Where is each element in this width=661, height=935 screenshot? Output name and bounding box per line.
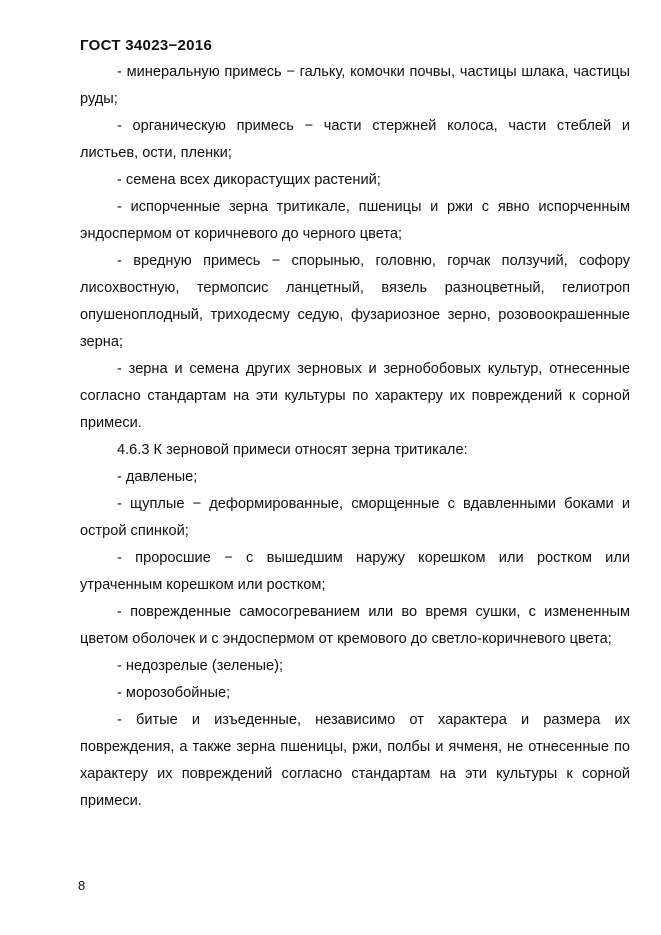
paragraph-shrivelled: - щуплые − деформированные, сморщенные с вдавленными боками и острой спинкой; <box>80 496 630 539</box>
paragraph-heat-damaged: - поврежденные самосогреванием или во время сушки, с измененным цветом оболочек и с эндоспермом от кремового до светло-коричневого цвета; <box>80 604 630 647</box>
paragraph-crushed: - давленые; <box>117 469 198 485</box>
paragraph-wild-seeds: - семена всех дикорастущих растений; <box>117 172 381 188</box>
paragraph-other-crops: - зерна и семена других зерновых и зернобобовых культур, отнесенные согласно стандартам на эти культуры по характеру их повреждений к сорной примеси. <box>80 361 630 431</box>
paragraph-immature: - недозрелые (зеленые); <box>117 658 284 674</box>
paragraph-spoiled-grains: - испорченные зерна тритикале, пшеницы и ржи с явно испорченным эндоспермом от коричневого до черного цвета; <box>80 199 630 242</box>
paragraph-harmful-impurity: - вредную примесь − спорынью, головню, горчак ползучий, софору лисохвостную, термопсис ланцетный, вязель разноцветный, гелиотроп опушеноплодный, триходесму седую, фузариозное зерно, розовоокрашенные зерна; <box>80 253 630 350</box>
standard-header: ГОСТ 34023−2016 <box>80 37 213 54</box>
document-body <box>80 59 630 815</box>
paragraph-mineral-impurity: - минеральную примесь − гальку, комочки почвы, частицы шлака, частицы руды; <box>80 64 630 107</box>
page-number: 8 <box>78 878 86 893</box>
section-4-6-3: 4.6.3 К зерновой примеси относят зерна тритикале: <box>117 442 468 458</box>
paragraph-sprouted: - проросшие − с вышедшим наружу корешком или ростком или утраченным корешком или ростком; <box>80 550 630 593</box>
paragraph-frost-damaged: - морозобойные; <box>117 685 231 701</box>
paragraph-organic-impurity: - органическую примесь − части стержней колоса, части стеблей и листьев, ости, пленки; <box>80 118 630 161</box>
paragraph-broken-eaten: - битые и изъеденные, независимо от характера и размера их повреждения, а также зерна пшеницы, ржи, полбы и ячменя, не отнесенные по характеру их повреждений согласно стандартам на эти культуры к сорной примеси. <box>80 712 630 809</box>
